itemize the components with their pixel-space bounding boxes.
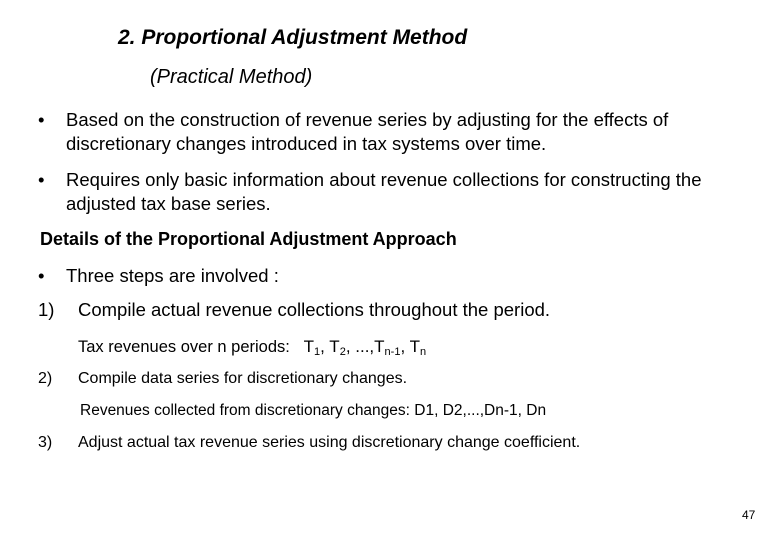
step-2 [38, 370, 407, 388]
step-3-number: 3) [38, 434, 53, 451]
bullet-1-line-2: discretionary changes introduced in tax systems over time. [66, 133, 547, 154]
bullet-item-2 [38, 168, 702, 216]
slide-title: 2. Proportional Adjustment Method [118, 26, 468, 49]
bullet-2-line-1: Requires only basic information about revenue collections for constructing the [66, 169, 702, 190]
bullet-2-line-2: adjusted tax base series. [66, 193, 271, 214]
step-1-detail [78, 337, 426, 357]
bullet-1-line-1: Based on the construction of revenue series by adjusting for the effects of [66, 109, 669, 130]
step-2-number: 2) [38, 370, 53, 387]
step-1 [38, 298, 550, 322]
step-1-number: 1) [38, 299, 55, 320]
tax-revenue-series: $T_1$, $T_2$, $...,T_{n-1}$, $T_n$ [303, 337, 427, 358]
steps-intro [38, 264, 279, 288]
details-heading: Details of the Proportional Adjustment Approach [40, 229, 457, 249]
step-2-text: Compile data series for discretionary changes. [78, 370, 408, 387]
page-number: 47 [742, 508, 756, 522]
step-2-detail: Revenues collected from discretionary changes: D1, D2,...,Dn-1, Dn [80, 402, 547, 419]
bullet-symbol: • [38, 109, 45, 130]
bullet-symbol: • [38, 265, 45, 286]
slide-subtitle: (Practical Method) [150, 66, 313, 88]
bullet-symbol: • [38, 169, 45, 190]
step-3-text: Adjust actual tax revenue series using discretionary change coefficient. [78, 434, 581, 451]
step-1-detail-prefix: Tax revenues over n periods: [78, 338, 290, 356]
bullet-item-1 [38, 108, 668, 156]
steps-intro-text: Three steps are involved : [66, 265, 279, 286]
step-3 [38, 434, 580, 452]
step-1-text: Compile actual revenue collections throughout the period. [78, 299, 551, 320]
